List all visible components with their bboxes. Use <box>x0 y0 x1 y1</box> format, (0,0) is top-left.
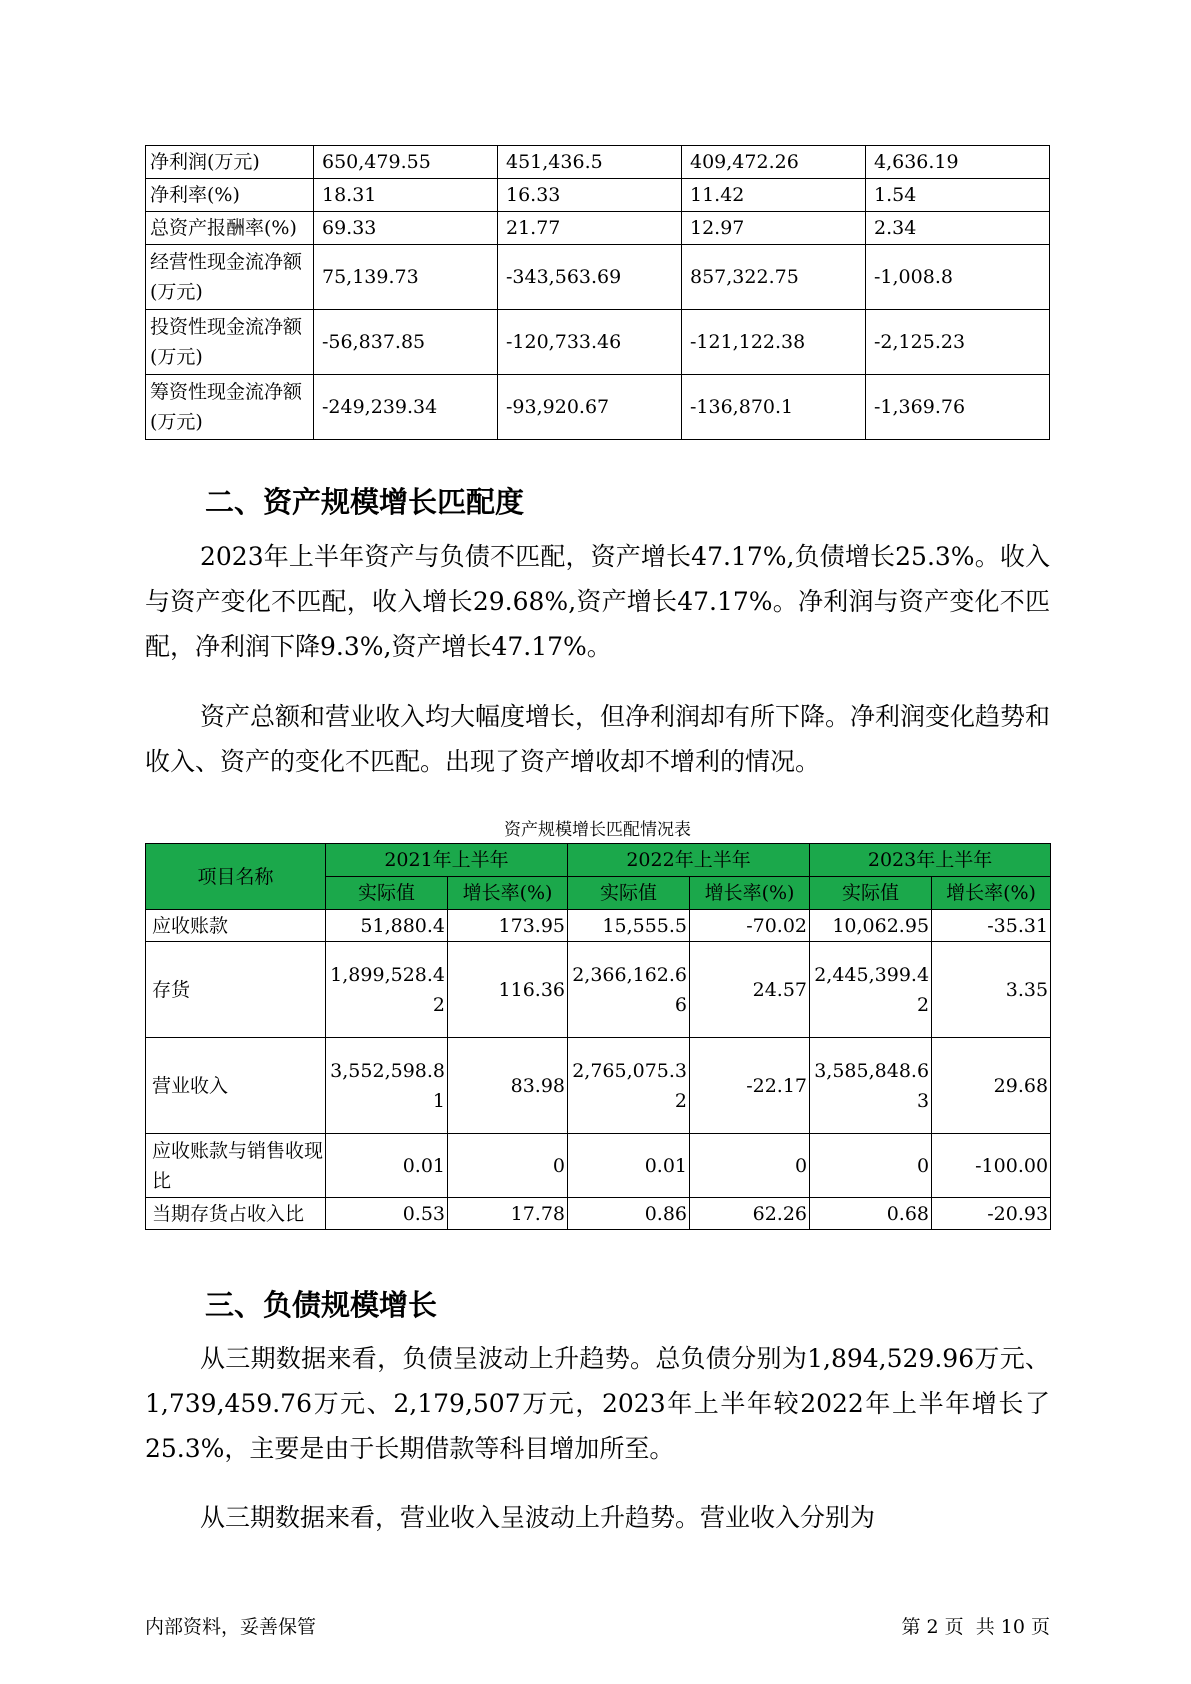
table-cell: 409,472.26 <box>682 146 866 179</box>
table-cell: 18.31 <box>314 179 498 212</box>
table-cell: 0.01 <box>568 1134 690 1198</box>
table-cell: 0.68 <box>810 1198 932 1230</box>
table-cell: 4,636.19 <box>866 146 1050 179</box>
table-cell: -35.31 <box>932 910 1051 942</box>
table-cell: 16.33 <box>498 179 682 212</box>
row-label: 经营性现金流净额(万元) <box>146 245 314 310</box>
table-cell: 0 <box>448 1134 568 1198</box>
table-cell: -2,125.23 <box>866 310 1050 375</box>
row-label: 应收账款 <box>146 910 326 942</box>
table-cell: 650,479.55 <box>314 146 498 179</box>
page-number: 第 2 页 共 10 页 <box>901 1616 1050 1638</box>
table-cell: 173.95 <box>448 910 568 942</box>
column-header: 增长率(%) <box>448 877 568 910</box>
column-header: 增长率(%) <box>690 877 810 910</box>
table-cell: 0 <box>690 1134 810 1198</box>
table-row <box>146 212 1050 245</box>
table-cell: 857,322.75 <box>682 245 866 310</box>
row-label: 净利率(%) <box>146 179 314 212</box>
table-row <box>146 375 1050 440</box>
table-cell: 75,139.73 <box>314 245 498 310</box>
paragraph: 从三期数据来看，负债呈波动上升趋势。总负债分别为1,894,529.96万元、1,739,459.76万元、2,179,507万元，2023年上半年较2022年上半年增长了25.3%，主要是由于长期借款等科目增加所至。 <box>145 1344 1050 1463</box>
row-label: 营业收入 <box>146 1038 326 1134</box>
table-cell: -1,369.76 <box>866 375 1050 440</box>
table-cell: 24.57 <box>690 942 810 1038</box>
table-cell: 21.77 <box>498 212 682 245</box>
table-row <box>146 245 1050 310</box>
column-header: 实际值 <box>568 877 690 910</box>
table-cell: 2,366,162.66 <box>568 942 690 1038</box>
column-header: 实际值 <box>810 877 932 910</box>
table-cell: 3.35 <box>932 942 1051 1038</box>
table-row <box>146 1198 1051 1230</box>
table-cell: 2,765,075.32 <box>568 1038 690 1134</box>
table-cell: 451,436.5 <box>498 146 682 179</box>
table-cell: -56,837.85 <box>314 310 498 375</box>
table-row <box>146 179 1050 212</box>
footer-confidential-note: 内部资料，妥善保管 <box>145 1616 317 1638</box>
table-cell: -20.93 <box>932 1198 1051 1230</box>
table-row <box>146 910 1051 942</box>
table-cell: -121,122.38 <box>682 310 866 375</box>
table-row <box>146 146 1050 179</box>
table-cell: -93,920.67 <box>498 375 682 440</box>
financial-metrics-table <box>145 145 1050 440</box>
table-row <box>146 310 1050 375</box>
period-header: 2021年上半年 <box>326 844 568 877</box>
row-label: 存货 <box>146 942 326 1038</box>
table-caption: 资产规模增长匹配情况表 <box>504 820 691 840</box>
column-header: 增长率(%) <box>932 877 1051 910</box>
row-label: 投资性现金流净额(万元) <box>146 310 314 375</box>
table-cell: 29.68 <box>932 1038 1051 1134</box>
row-label: 总资产报酬率(%) <box>146 212 314 245</box>
paragraph: 从三期数据来看，营业收入呈波动上升趋势。营业收入分别为 <box>200 1503 876 1532</box>
table-cell: -100.00 <box>932 1134 1051 1198</box>
column-header: 项目名称 <box>146 844 326 910</box>
table-cell: 116.36 <box>448 942 568 1038</box>
table-cell: 2.34 <box>866 212 1050 245</box>
table-cell: -343,563.69 <box>498 245 682 310</box>
table-cell: 1,899,528.42 <box>326 942 448 1038</box>
table-cell: 51,880.4 <box>326 910 448 942</box>
row-label: 应收账款与销售收现比 <box>146 1134 326 1198</box>
row-label: 筹资性现金流净额(万元) <box>146 375 314 440</box>
table-row <box>146 1038 1051 1134</box>
table-cell: -1,008.8 <box>866 245 1050 310</box>
table-cell: 2,445,399.42 <box>810 942 932 1038</box>
table-row <box>146 1134 1051 1198</box>
table-cell: -22.17 <box>690 1038 810 1134</box>
table-cell: 83.98 <box>448 1038 568 1134</box>
table-cell: 62.26 <box>690 1198 810 1230</box>
table-cell: 10,062.95 <box>810 910 932 942</box>
table-cell: 0.01 <box>326 1134 448 1198</box>
table-cell: -70.02 <box>690 910 810 942</box>
column-header: 实际值 <box>326 877 448 910</box>
table-cell: 15,555.5 <box>568 910 690 942</box>
row-label: 净利润(万元) <box>146 146 314 179</box>
section-heading: 二、资产规模增长匹配度 <box>205 485 525 519</box>
table-cell: 12.97 <box>682 212 866 245</box>
table-cell: 11.42 <box>682 179 866 212</box>
table-cell: 1.54 <box>866 179 1050 212</box>
period-header: 2023年上半年 <box>810 844 1051 877</box>
table-cell: 17.78 <box>448 1198 568 1230</box>
section-heading: 三、负债规模增长 <box>205 1288 438 1322</box>
row-label: 当期存货占收入比 <box>146 1198 326 1230</box>
paragraph: 资产总额和营业收入均大幅度增长，但净利润却有所下降。净利润变化趋势和收入、资产的变化不匹配。出现了资产增收却不增利的情况。 <box>145 702 1051 776</box>
period-header: 2022年上半年 <box>568 844 810 877</box>
table-cell: -249,239.34 <box>314 375 498 440</box>
table-cell: 0.86 <box>568 1198 690 1230</box>
table-cell: 3,552,598.81 <box>326 1038 448 1134</box>
asset-match-table <box>145 843 1051 1230</box>
table-cell: -120,733.46 <box>498 310 682 375</box>
table-cell: 69.33 <box>314 212 498 245</box>
paragraph: 2023年上半年资产与负债不匹配，资产增长47.17%,负债增长25.3%。收入与资产变化不匹配，收入增长29.68%,资产增长47.17%。净利润与资产变化不匹配，净利润下降9.3%,资产增长47.17%。 <box>145 542 1050 661</box>
table-cell: -136,870.1 <box>682 375 866 440</box>
table-cell: 0.53 <box>326 1198 448 1230</box>
table-row <box>146 942 1051 1038</box>
table-cell: 0 <box>810 1134 932 1198</box>
table-cell: 3,585,848.63 <box>810 1038 932 1134</box>
